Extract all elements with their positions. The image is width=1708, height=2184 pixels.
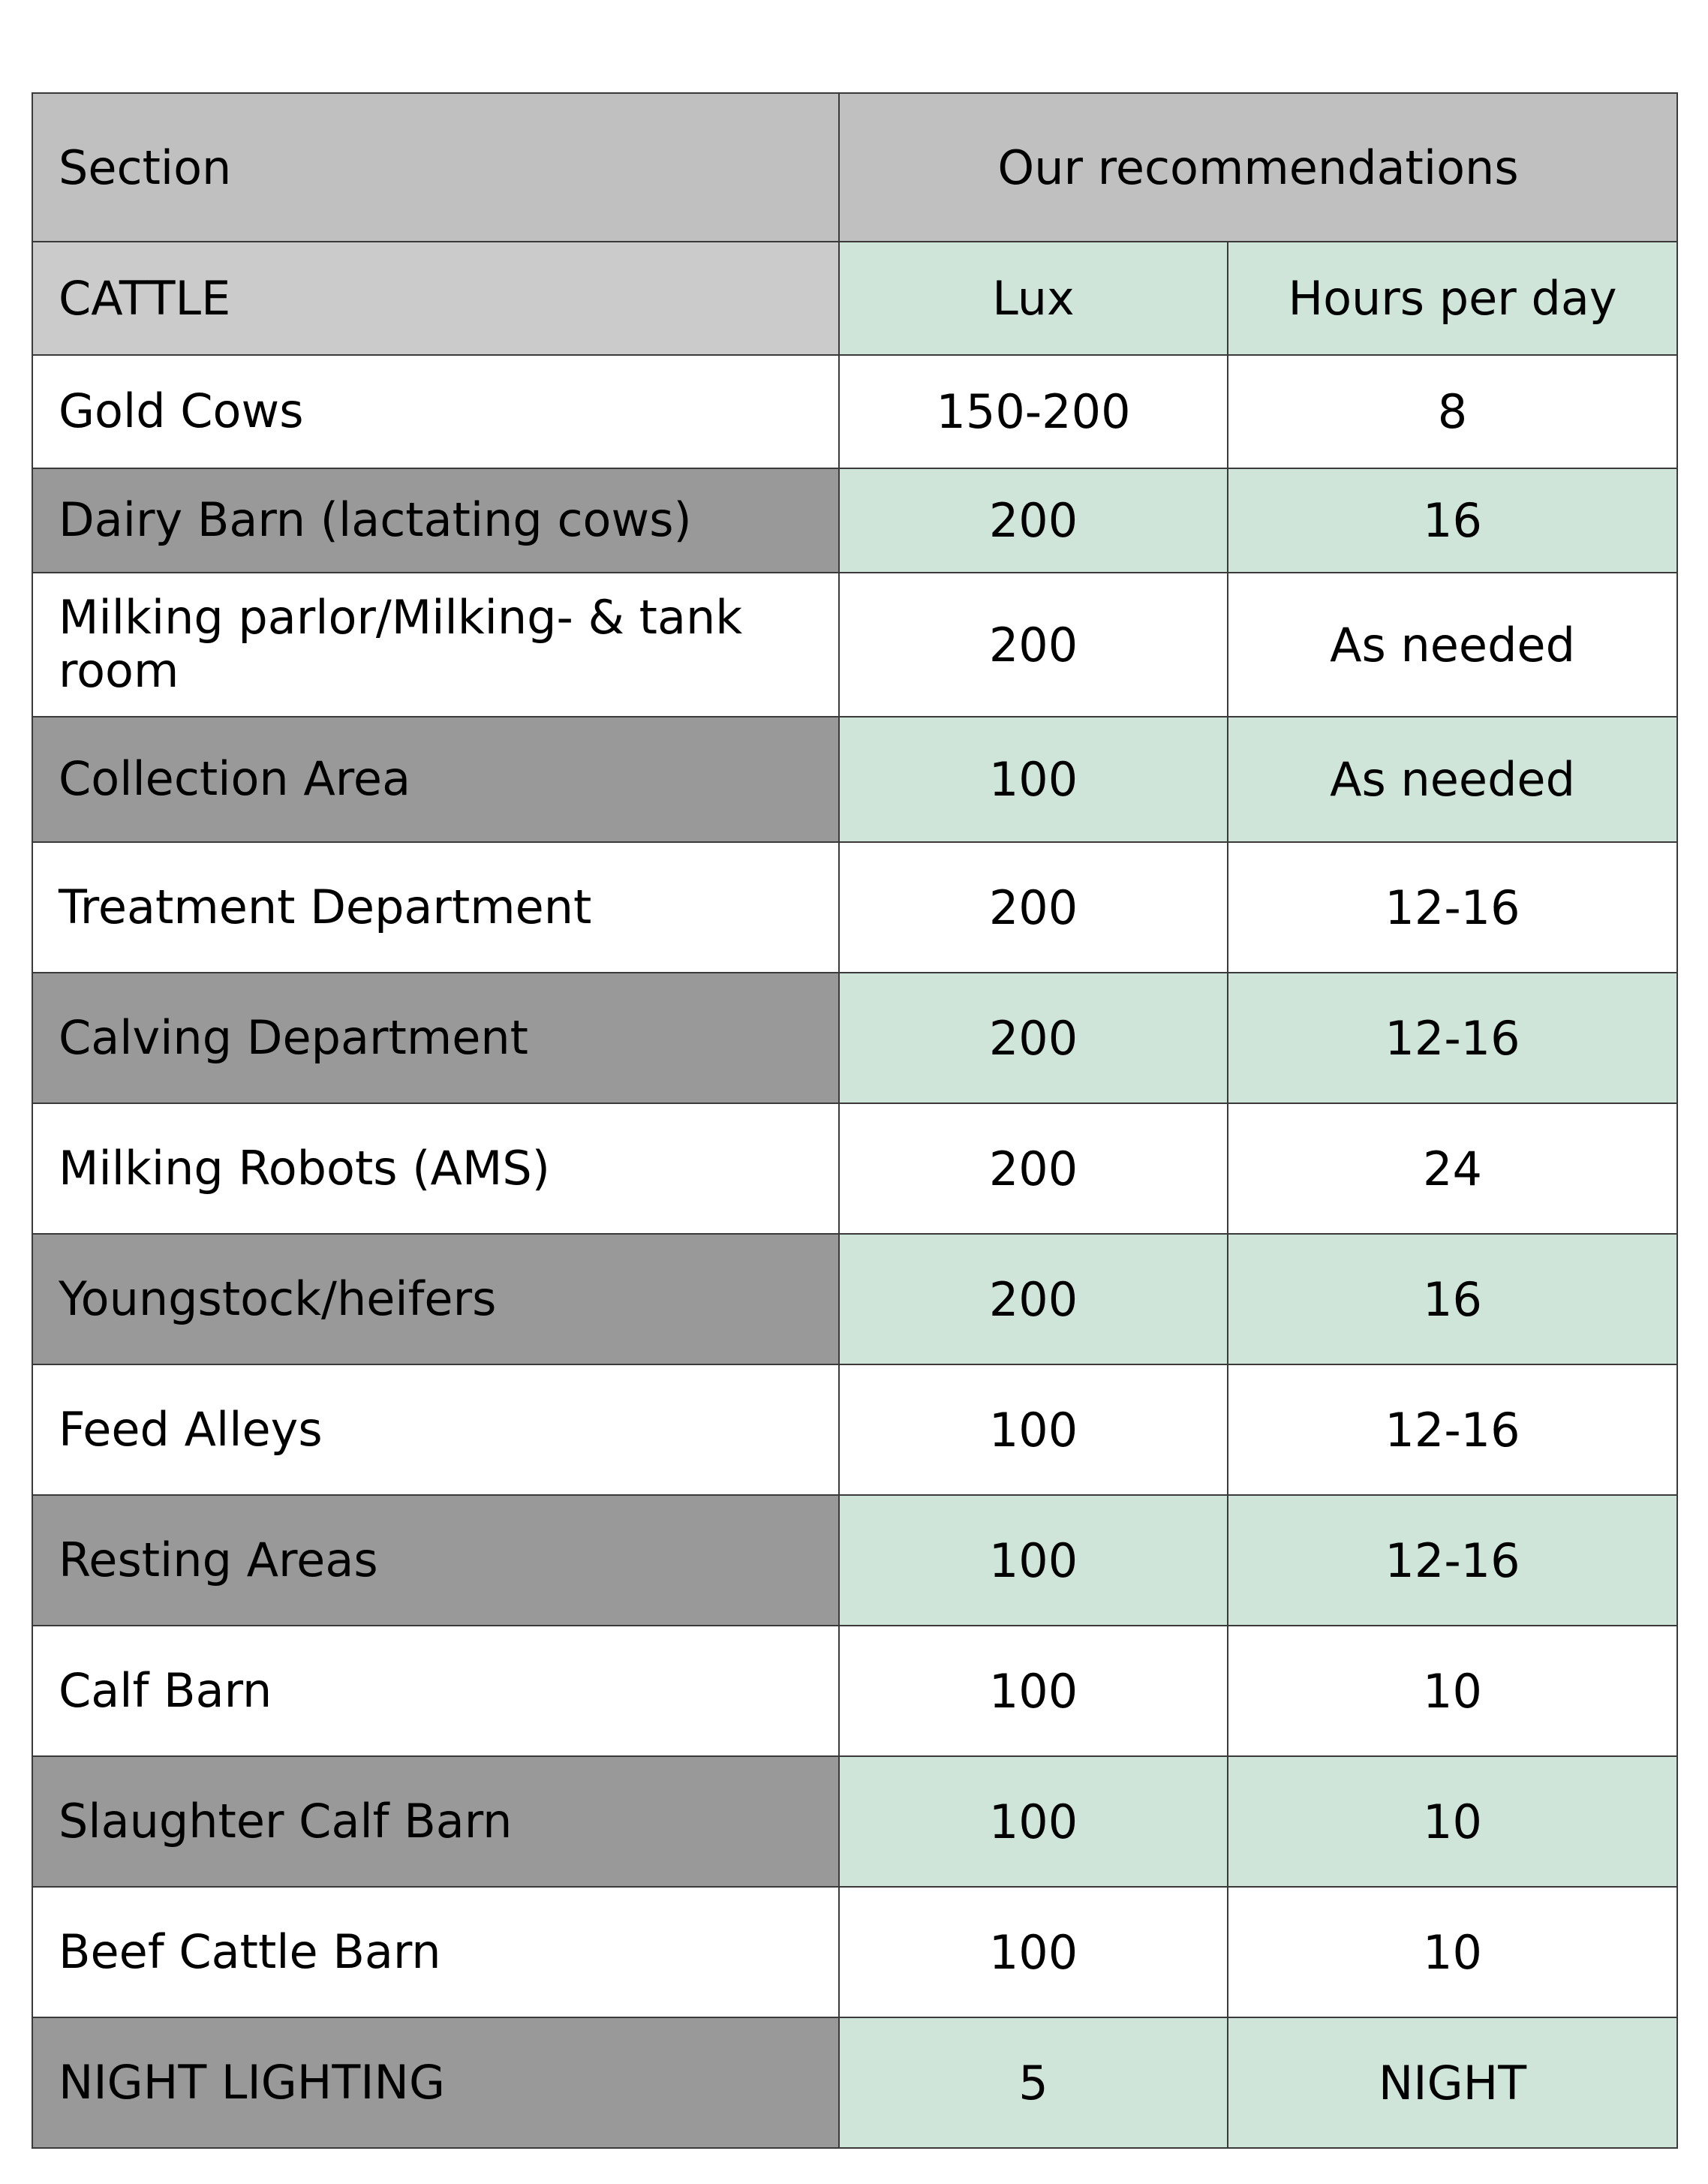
recommendations-header: Our recommendations (839, 93, 1677, 242)
lux-cell: 200 (839, 973, 1228, 1103)
hours-cell: 12-16 (1228, 1495, 1677, 1626)
section-cell: Slaughter Calf Barn (32, 1756, 839, 1887)
lux-cell: 100 (839, 717, 1228, 842)
table-row (32, 573, 1677, 717)
hours-cell: 16 (1228, 468, 1677, 573)
hours-cell: 24 (1228, 1103, 1677, 1234)
section-cell: Calving Department (32, 973, 839, 1103)
table-subheader-row (32, 242, 1677, 355)
lux-cell: 200 (839, 468, 1228, 573)
lux-cell: 200 (839, 1103, 1228, 1234)
lux-cell: 100 (839, 1626, 1228, 1756)
hours-cell: 10 (1228, 1626, 1677, 1756)
section-cell: Milking Robots (AMS) (32, 1103, 839, 1234)
lux-cell: 100 (839, 1364, 1228, 1495)
table-row (32, 717, 1677, 842)
hours-header: Hours per day (1228, 242, 1677, 355)
table-row (32, 1364, 1677, 1495)
section-cell: Collection Area (32, 717, 839, 842)
lux-cell: 200 (839, 1234, 1228, 1364)
table-header-row (32, 93, 1677, 242)
section-cell: Calf Barn (32, 1626, 839, 1756)
lux-cell: 100 (839, 1756, 1228, 1887)
table-row (32, 1887, 1677, 2017)
hours-cell: 10 (1228, 1756, 1677, 1887)
section-cell: Youngstock/heifers (32, 1234, 839, 1364)
hours-cell: 12-16 (1228, 973, 1677, 1103)
hours-cell: As needed (1228, 573, 1677, 717)
hours-cell: 10 (1228, 1887, 1677, 2017)
hours-cell: 12-16 (1228, 1364, 1677, 1495)
section-cell: Beef Cattle Barn (32, 1887, 839, 2017)
hours-cell: 8 (1228, 355, 1677, 468)
table-row (32, 1495, 1677, 1626)
lux-cell: 5 (839, 2017, 1228, 2148)
table-row (32, 1626, 1677, 1756)
category-label: CATTLE (32, 242, 839, 355)
table-row (32, 355, 1677, 468)
section-cell: Feed Alleys (32, 1364, 839, 1495)
table-row (32, 1756, 1677, 1887)
hours-cell: 12-16 (1228, 842, 1677, 973)
section-cell: Resting Areas (32, 1495, 839, 1626)
lux-cell: 200 (839, 842, 1228, 973)
lux-cell: 100 (839, 1495, 1228, 1626)
section-cell: Treatment Department (32, 842, 839, 973)
section-cell: Dairy Barn (lactating cows) (32, 468, 839, 573)
section-cell: Gold Cows (32, 355, 839, 468)
section-header: Section (32, 93, 839, 242)
table-row (32, 1234, 1677, 1364)
lighting-recommendations-table (32, 92, 1678, 2149)
hours-cell: As needed (1228, 717, 1677, 842)
table-row (32, 468, 1677, 573)
lux-cell: 100 (839, 1887, 1228, 2017)
table-row (32, 2017, 1677, 2148)
hours-cell: 16 (1228, 1234, 1677, 1364)
lux-cell: 200 (839, 573, 1228, 717)
section-cell: Milking parlor/Milking- & tank room (32, 573, 839, 717)
hours-cell: NIGHT (1228, 2017, 1677, 2148)
table-row (32, 973, 1677, 1103)
section-cell: NIGHT LIGHTING (32, 2017, 839, 2148)
lux-cell: 150-200 (839, 355, 1228, 468)
table-row (32, 842, 1677, 973)
lux-header: Lux (839, 242, 1228, 355)
table-row (32, 1103, 1677, 1234)
